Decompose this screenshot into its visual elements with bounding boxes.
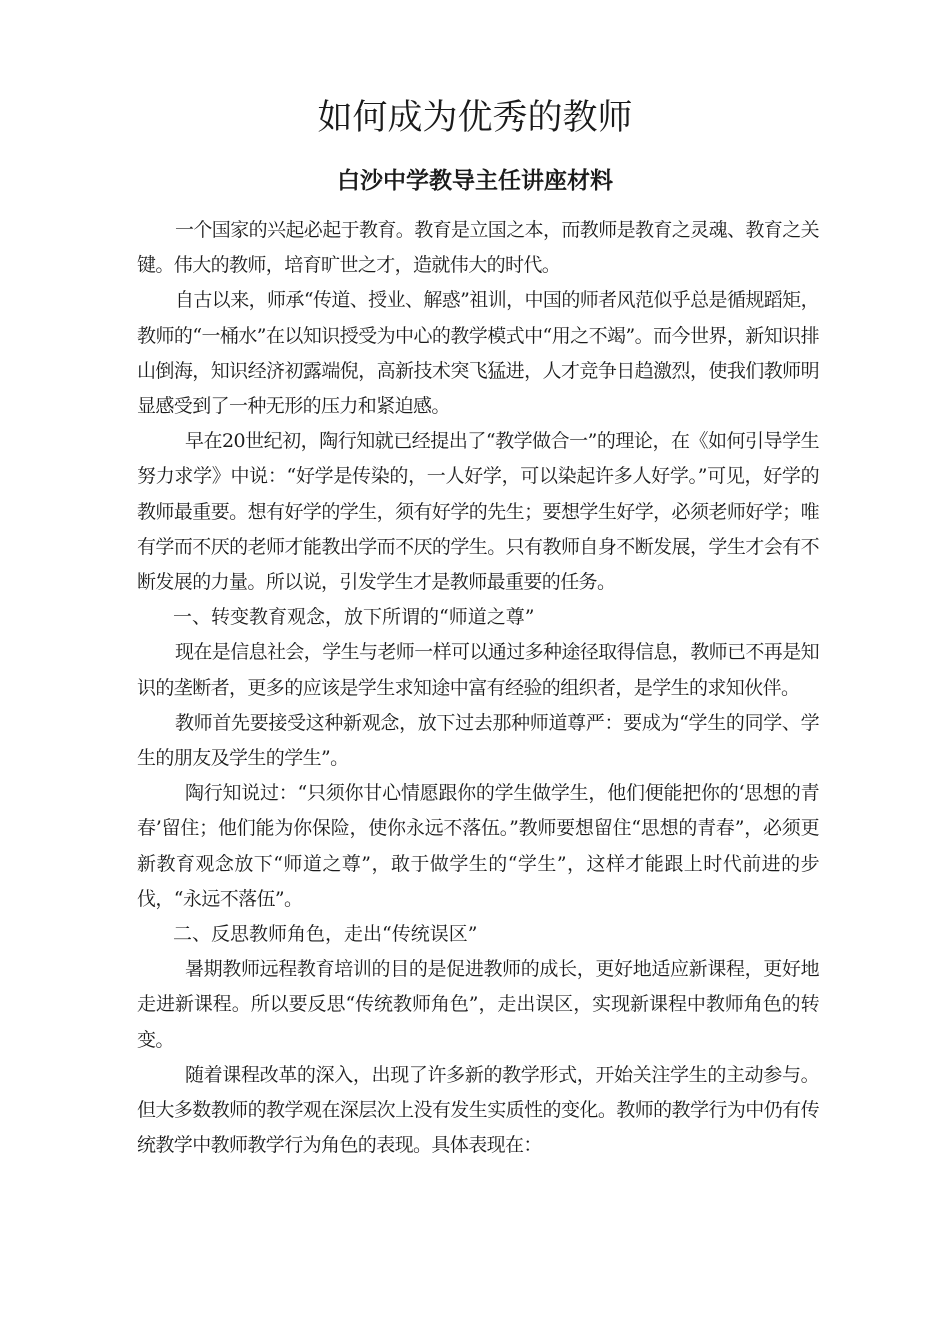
document-subtitle: 白沙中学教导主任讲座材料 (337, 167, 613, 194)
document-body (137, 213, 819, 1163)
section-heading-1: 一、转变教育观念，放下所谓的“师道之尊” (173, 606, 535, 629)
document-title: 如何成为优秀的教师 (317, 98, 633, 138)
paragraph-tradition: 自古以来，师承“传道、授业、解惑”祖训，中国的师者风范似乎总是循规蹈矩，教师的“一桶水”在以知识授受为中心的教学模式中“用之不竭”。而今世界，新知识排山倒海，知识经济初露端倪，高新技术突飞猛进，人才竞争日趋激烈，使我们教师明显感受到了一种无形的压力和紧迫感。 (137, 289, 819, 418)
paragraph-tao-xingzhi-quote: 陶行知说过：“只须你甘心情愿跟你的学生做学生，他们便能把你的‘思想的青春’留住；他们能为你保险，使你永远不落伍。”教师要想留住“思想的青春”，必须更新教育观念放下“师道之尊”，敢于做学生的“学生”，这样才能跟上时代前进的步伐，“永远不落伍”。 (137, 782, 819, 910)
section-heading-2: 二、反思教师角色，走出“传统误区” (173, 923, 478, 946)
paragraph-tao-xingzhi-learning: 早在20世纪初，陶行知就已经提出了“教学做合一”的理论，在《如何引导学生努力求学》中说：“好学是传染的，一人好学，可以染起许多人好学。”可见，好学的教师最重要。想有好学的学生，须有好学的先生；要想学生好学，必须老师好学；唯有学而不厌的老师才能教出学而不厌的学生。只有教师自身不断发展，学生才会有不断发展的力量。所以说，引发学生才是教师最重要的任务。 (137, 430, 819, 594)
paragraph-curriculum-reform: 随着课程改革的深入，出现了许多新的教学形式，开始关注学生的主动参与。但大多数教师的教学观在深层次上没有发生实质性的变化。教师的教学行为中仍有传统教学中教师教学行为角色的表现。具体表现在： (137, 1063, 819, 1157)
paragraph-information-society: 现在是信息社会，学生与老师一样可以通过多种途径取得信息，教师已不再是知识的垄断者，更多的应该是学生求知途中富有经验的组织者，是学生的求知伙伴。 (137, 641, 820, 699)
paragraph-new-concept: 教师首先要接受这种新观念，放下过去那种师道尊严：要成为“学生的同学、学生的朋友及学生的学生”。 (137, 711, 819, 770)
paragraph-summer-training: 暑期教师远程教育培训的目的是促进教师的成长，更好地适应新课程，更好地走进新课程。所以要反思“传统教师角色”，走出误区，实现新课程中教师角色的转变。 (137, 958, 819, 1051)
paragraph-intro: 一个国家的兴起必起于教育。教育是立国之本，而教师是教育之灵魂、教育之关键。伟大的教师，培育旷世之才，造就伟大的时代。 (137, 219, 820, 277)
